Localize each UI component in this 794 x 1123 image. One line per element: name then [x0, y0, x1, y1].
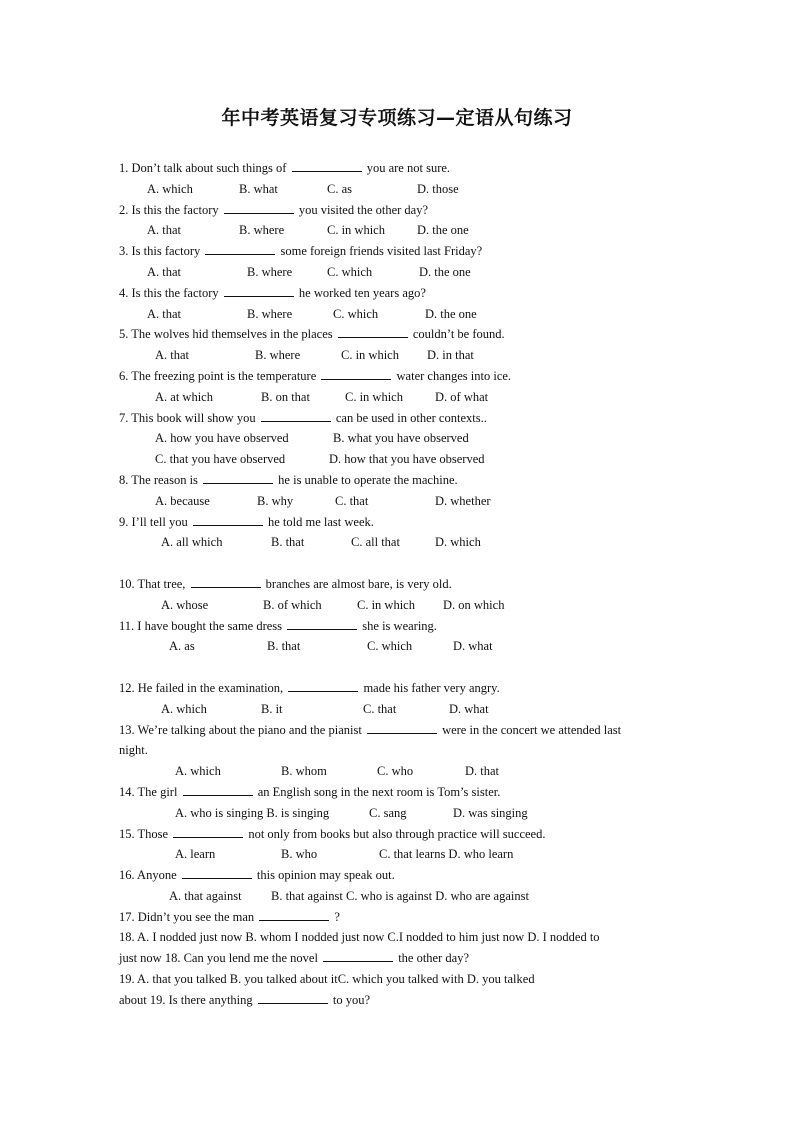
question-text: 11. I have bought the same dress: [119, 618, 286, 633]
answer-blank[interactable]: [224, 284, 294, 297]
options-row: [119, 449, 679, 470]
question-stem: [119, 574, 679, 595]
options-row: [119, 491, 679, 512]
options-row: [119, 803, 679, 824]
option: D. the one: [425, 306, 477, 321]
option: D. was singing: [453, 805, 528, 820]
option: D. of what: [435, 389, 489, 404]
option: C. that: [363, 701, 397, 716]
option: B. whom: [281, 764, 327, 779]
question-stem: [119, 408, 679, 429]
question-text-line: 19. A. that you talked B. you talked about itC. which you talked with D. you talked: [119, 972, 535, 987]
option: B. where: [255, 348, 301, 363]
option: B. that: [271, 535, 305, 550]
question-text: ?: [331, 909, 340, 924]
options-row: [119, 220, 679, 241]
option: D. how that you have observed: [329, 452, 485, 467]
options-row: [119, 532, 679, 553]
answer-blank[interactable]: [203, 471, 273, 484]
option: A. that: [147, 264, 182, 279]
option: D. in that: [427, 348, 474, 363]
question-text: she is wearing.: [359, 618, 437, 633]
question-text: couldn’t be found.: [409, 327, 505, 342]
question-stem: [119, 824, 679, 845]
question-text: he is unable to operate the machine.: [275, 472, 458, 487]
question-stem: [119, 366, 679, 387]
question-stem: [119, 200, 679, 221]
option: A. how you have observed: [155, 431, 289, 446]
question-text: can be used in other contexts..: [332, 410, 487, 425]
options-row: [119, 345, 679, 366]
option: C. in which: [341, 348, 399, 363]
question-text: were in the concert we attended last: [438, 722, 622, 737]
answer-blank[interactable]: [193, 513, 263, 526]
option: C. that learns D. who learn: [379, 847, 514, 862]
question-stem: [119, 678, 679, 699]
option: C. which: [367, 639, 413, 654]
option: B. where: [247, 306, 293, 321]
option: A. which: [147, 181, 193, 196]
option: B. where: [247, 264, 293, 279]
option: A. which: [175, 764, 221, 779]
answer-blank[interactable]: [205, 242, 275, 255]
question-stem: [119, 158, 679, 179]
page-title: 年中考英语复习专项练习—定语从句练习: [221, 107, 573, 129]
question-stem: [119, 512, 679, 533]
question-stem: [119, 470, 679, 491]
question-stem: [119, 283, 679, 304]
option: C. in which: [327, 223, 385, 238]
options-row: [119, 699, 679, 720]
question-text: water changes into ice.: [393, 368, 512, 383]
answer-blank[interactable]: [258, 991, 328, 1004]
question-text: 14. The girl: [119, 784, 181, 799]
question-text: branches are almost bare, is very old.: [262, 576, 452, 591]
answer-blank[interactable]: [288, 679, 358, 692]
question-continuation: night.: [119, 743, 148, 758]
options-row: [119, 387, 679, 408]
spacer: [119, 657, 679, 678]
question-stem: [119, 241, 679, 262]
question-text: 2. Is this the factory: [119, 202, 222, 217]
answer-blank[interactable]: [183, 783, 253, 796]
question-text: he told me last week.: [264, 514, 374, 529]
question-stem: [119, 782, 679, 803]
option: D. the one: [417, 223, 469, 238]
question-text: just now 18. Can you lend me the novel: [119, 951, 322, 966]
question-text: 3. Is this factory: [119, 244, 204, 259]
options-row: [119, 844, 679, 865]
option: A. that: [147, 223, 182, 238]
option: C. that: [335, 493, 369, 508]
option: A. because: [155, 493, 210, 508]
question-stem: [119, 907, 679, 928]
answer-blank[interactable]: [367, 721, 437, 734]
option: B. of which: [263, 597, 322, 612]
option: A. whose: [161, 597, 209, 612]
option: C. in which: [345, 389, 403, 404]
answer-blank[interactable]: [323, 949, 393, 962]
question-text-line: 18. A. I nodded just now B. whom I nodded just now C.I nodded to him just now D. I nodded to: [119, 930, 600, 945]
question-text: 4. Is this the factory: [119, 285, 222, 300]
question-text: the other day?: [395, 951, 469, 966]
question-text: some foreign friends visited last Friday?: [277, 244, 483, 259]
option: B. what you have observed: [333, 431, 469, 446]
question-text: an English song in the next room is Tom’s sister.: [254, 784, 501, 799]
option: D. what: [449, 701, 489, 716]
option: D. whether: [435, 493, 491, 508]
answer-blank[interactable]: [287, 617, 357, 630]
option: A. as: [169, 639, 195, 654]
question-text: he worked ten years ago?: [295, 285, 426, 300]
option: C. all that: [351, 535, 400, 550]
option: A. that: [155, 348, 190, 363]
answer-blank[interactable]: [173, 825, 243, 838]
question-stem: [119, 865, 679, 886]
options-row: [119, 636, 679, 657]
question-text: 6. The freezing point is the temperature: [119, 368, 320, 383]
answer-blank[interactable]: [224, 201, 294, 214]
option: A. which: [161, 701, 207, 716]
option: A. that against: [169, 888, 242, 903]
option: A. learn: [175, 847, 216, 862]
question-text: 1. Don’t talk about such things of: [119, 161, 290, 175]
options-row: [119, 262, 679, 283]
question-text: this opinion may speak out.: [253, 868, 395, 883]
option: C. which: [327, 264, 373, 279]
option: C. in which: [357, 597, 415, 612]
options-row: [119, 428, 679, 449]
option: B. where: [239, 223, 285, 238]
question-text: made his father very angry.: [360, 680, 500, 695]
option: D. those: [417, 181, 459, 196]
answer-blank[interactable]: [191, 575, 261, 588]
option: C. which: [333, 306, 379, 321]
answer-blank[interactable]: [259, 908, 329, 921]
question-stem: [119, 324, 679, 345]
question-text: 16. Anyone: [119, 868, 180, 883]
exercise-body: [119, 158, 679, 1011]
option: D. what: [453, 639, 493, 654]
option: A. at which: [155, 389, 213, 404]
question-stem: [119, 948, 679, 969]
option: A. that: [147, 306, 182, 321]
answer-blank[interactable]: [182, 866, 252, 879]
question-stem: [119, 616, 679, 637]
question-stem: [119, 720, 679, 741]
options-row: [119, 886, 679, 907]
question-text: 17. Didn’t you see the man: [119, 909, 258, 924]
answer-blank[interactable]: [321, 367, 391, 380]
option: B. that: [267, 639, 301, 654]
question-text: 13. We’re talking about the piano and the pianist: [119, 722, 365, 737]
options-row: [119, 179, 679, 200]
question-text: 8. The reason is: [119, 472, 202, 487]
option: B. what: [239, 181, 278, 196]
options-row: [119, 304, 679, 325]
option: C. as: [327, 181, 352, 196]
option: D. the one: [419, 264, 471, 279]
question-text: to you?: [329, 992, 371, 1007]
question-text: about 19. Is there anything: [119, 992, 256, 1007]
option: D. that: [465, 764, 500, 779]
question-text: 5. The wolves hid themselves in the places: [119, 327, 336, 342]
option: C. who: [377, 764, 414, 779]
option: A. all which: [161, 535, 223, 550]
option: D. on which: [443, 597, 505, 612]
options-row: [119, 595, 679, 616]
question-text: you are not sure.: [363, 161, 451, 175]
question-text: 10. That tree,: [119, 576, 189, 591]
question-text: not only from books but also through practice will succeed.: [245, 826, 546, 841]
spacer: [119, 553, 679, 574]
option: C. that you have observed: [155, 452, 286, 467]
answer-blank[interactable]: [292, 159, 362, 172]
option: B. on that: [261, 389, 310, 404]
question-text: 15. Those: [119, 826, 172, 841]
option: B. why: [257, 493, 294, 508]
option: C. sang: [369, 805, 407, 820]
answer-blank[interactable]: [261, 409, 331, 422]
question-stem: [119, 990, 679, 1011]
option: B. who: [281, 847, 318, 862]
option: A. who is singing B. is singing: [175, 805, 330, 820]
question-text: 12. He failed in the examination,: [119, 680, 287, 695]
question-text: 9. I’ll tell you: [119, 514, 191, 529]
answer-blank[interactable]: [338, 325, 408, 338]
question-text: you visited the other day?: [295, 202, 429, 217]
option: B. that against C. who is against D. who are against: [271, 888, 529, 903]
options-row: [119, 761, 679, 782]
option: D. which: [435, 535, 481, 550]
option: B. it: [261, 701, 283, 716]
question-text: 7. This book will show you: [119, 410, 259, 425]
